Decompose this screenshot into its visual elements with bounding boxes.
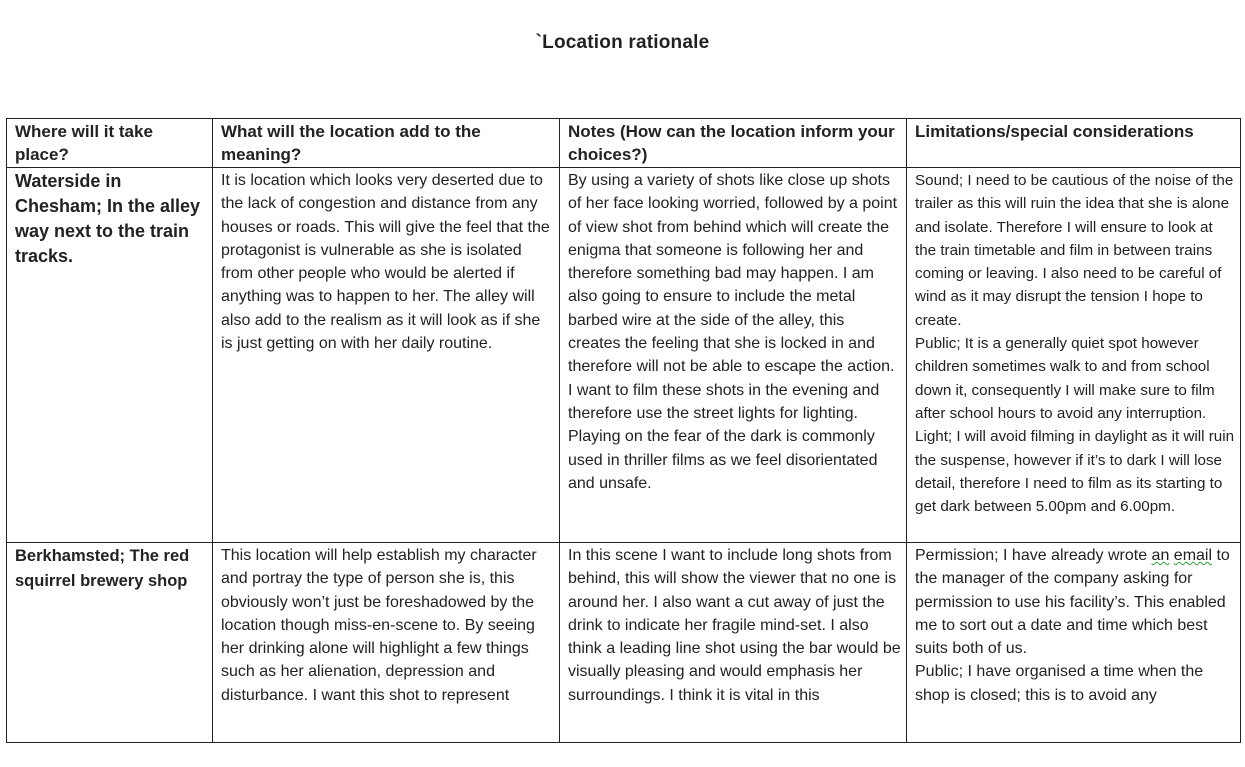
spellcheck-flagged-word: an xyxy=(1151,547,1170,564)
limitation-light: Light; I will avoid filming in daylight as it will ruin the suspense, however if it’s to dark I will lose detail, therefore I need to film as its starting to get dark between 5.00pm and 6.00pm. xyxy=(915,428,1235,516)
permission-text-start: Permission; I have already wrote xyxy=(915,547,1152,564)
row-where-cell: Waterside in Chesham; In the alley way next to the train tracks. xyxy=(7,168,213,543)
row-meaning-cell: This location will help establish my character and portray the type of person she is, this obviously won’t just be foreshadowed by the location though miss-en-scene to. By seeing her drinking alone will highlight a few things such as her alienation, depression and disturbance. I want this shot to represent xyxy=(213,543,560,743)
limitation-public: Public; It is a generally quiet spot however children sometimes walk to and from school down it, consequently I will make sure to film after school hours to avoid any interruption. xyxy=(915,335,1215,422)
document-title: `Location rationale xyxy=(535,32,710,53)
limitation-permission xyxy=(915,544,1235,660)
limitation-sound: Sound; I need to be cautious of the noise of the trailer as this will ruin the idea that she is alone and isolate. Therefore I will ensure to look at the train timetable and film in between trains coming or leaving. I also need to be careful of wind as it may disrupt the tension I hope to create. xyxy=(915,172,1234,329)
row-limitations-cell xyxy=(907,543,1241,743)
permission-text-end: to the manager of the company asking for permission to use his facility’s. This enabled me to sort out a date and time which best suits both of us. xyxy=(915,547,1230,658)
header-where: Where will it take place? xyxy=(7,119,213,168)
row-notes-cell: By using a variety of shots like close up shots of her face looking worried, followed by a point of view shot from behind which will create the enigma that someone is following her and therefore something bad may happen. I am also going to ensure to include the metal barbed wire at the side of the alley, this creates the feeling that she is locked in and therefore will not be able to escape the action. I want to film these shots in the evening and therefore use the street lights for lighting. Playing on the fear of the dark is commonly used in thriller films as we feel disorientated and unsafe. xyxy=(560,168,907,543)
table-row xyxy=(7,543,1241,743)
row-meaning-cell: It is location which looks very deserted due to the lack of congestion and distance from any houses or roads. This will give the feel that the protagonist is vulnerable as she is isolated from other people who would be alerted if anything was to happen to her. The alley will also add to the realism as it will look as if she is just getting on with her daily routine. xyxy=(213,168,560,543)
table-header-row xyxy=(7,119,1241,168)
row-limitations-cell xyxy=(907,168,1241,543)
header-limitations: Limitations/special considerations xyxy=(907,119,1241,168)
table-row xyxy=(7,168,1241,543)
header-meaning: What will the location add to the meaning? xyxy=(213,119,560,168)
header-notes: Notes (How can the location inform your choices?) xyxy=(560,119,907,168)
location-rationale-table xyxy=(6,118,1241,743)
spellcheck-flagged-word: email xyxy=(1173,547,1213,564)
row-where-cell: Berkhamsted; The red squirrel brewery shop xyxy=(7,543,213,743)
limitation-public: Public; I have organised a time when the shop is closed; this is to avoid any xyxy=(915,663,1204,704)
row-notes-cell: In this scene I want to include long shots from behind, this will show the viewer that no one is around her. I also want a cut away of just the drink to indicate her fragile mind-set. I also think a leading line shot using the bar would be visually pleasing and would emphasis her surroundings. I think it is vital in this xyxy=(560,543,907,743)
